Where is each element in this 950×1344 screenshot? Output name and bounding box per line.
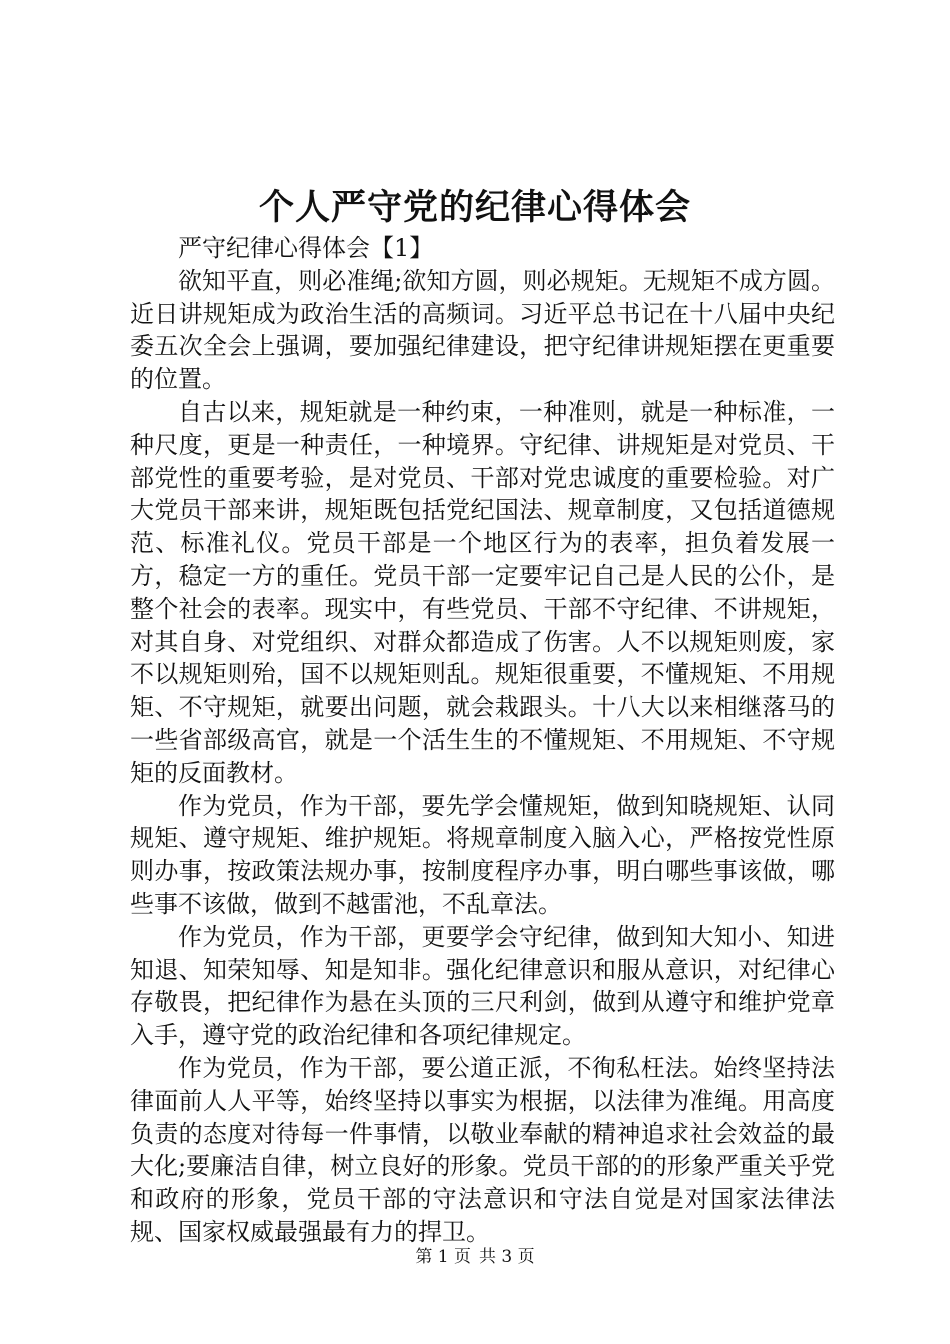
page-footer	[0, 1246, 950, 1268]
paragraph-3: 作为党员，作为干部，要先学会懂规矩，做到知晓规矩、认同规矩、遵守规矩、维护规矩。将规章制度入脑入心，严格按党性原则办事，按政策法规办事，按制度程序办事，明白哪些事该做，哪些事不该做，做到不越雷池，不乱章法。	[130, 791, 835, 918]
paragraph-4: 作为党员，作为干部，更要学会守纪律，做到知大知小、知进知退、知荣知辱、知是知非。强化纪律意识和服从意识，对纪律心存敬畏，把纪律作为悬在头顶的三尺利剑，做到从遵守和维护党章入手，遵守党的政治纪律和各项纪律规定。	[130, 922, 835, 1050]
section-heading: 严守纪律心得体会【1】	[178, 234, 434, 262]
page-number-current: 第 1 页	[415, 1247, 471, 1267]
paragraph-1: 欲知平直，则必准绳;欲知方圆，则必规矩。无规矩不成方圆。近日讲规矩成为政治生活的高频词。习近平总书记在十八届中央纪委五次全会上强调，要加强纪律建设，把守纪律讲规矩摆在更重要的位置。	[130, 266, 835, 394]
document-body	[130, 232, 835, 1249]
paragraph-2: 自古以来，规矩就是一种约束，一种准则，就是一种标准，一种尺度，更是一种责任，一种境界。守纪律、讲规矩是对党员、干部党性的重要考验，是对党员、干部对党忠诚度的重要检验。对广大党员干部来讲，规矩既包括党纪国法、规章制度，又包括道德规范、标准礼仪。党员干部是一个地区行为的表率，担负着发展一方，稳定一方的重任。党员干部一定要牢记自己是人民的公仆，是整个社会的表率。现实中，有些党员、干部不守纪律、不讲规矩，对其自身、对党组织、对群众都造成了伤害。人不以规矩则废，家不以规矩则殆，国不以规矩则乱。规矩很重要，不懂规矩、不用规矩、不守规矩，就要出问题，就会栽跟头。十八大以来相继落马的一些省部级高官，就是一个活生生的不懂规矩、不用规矩、不守规矩的反面教材。	[130, 397, 835, 787]
document-title: 个人严守党的纪律心得体会	[258, 187, 691, 228]
paragraph-5: 作为党员，作为干部，要公道正派，不徇私枉法。始终坚持法律面前人人平等，始终坚持以事实为根据，以法律为准绳。用高度负责的态度对待每一件事情，以敬业奉献的精神追求社会效益的最大化;要廉洁自律，树立良好的形象。党员干部的的形象严重关乎党和政府的形象，党员干部的守法意识和守法自觉是对国家法律法规、国家权威最强最有力的捍卫。	[130, 1053, 835, 1246]
page-number-total: 共 3 页	[479, 1247, 535, 1267]
